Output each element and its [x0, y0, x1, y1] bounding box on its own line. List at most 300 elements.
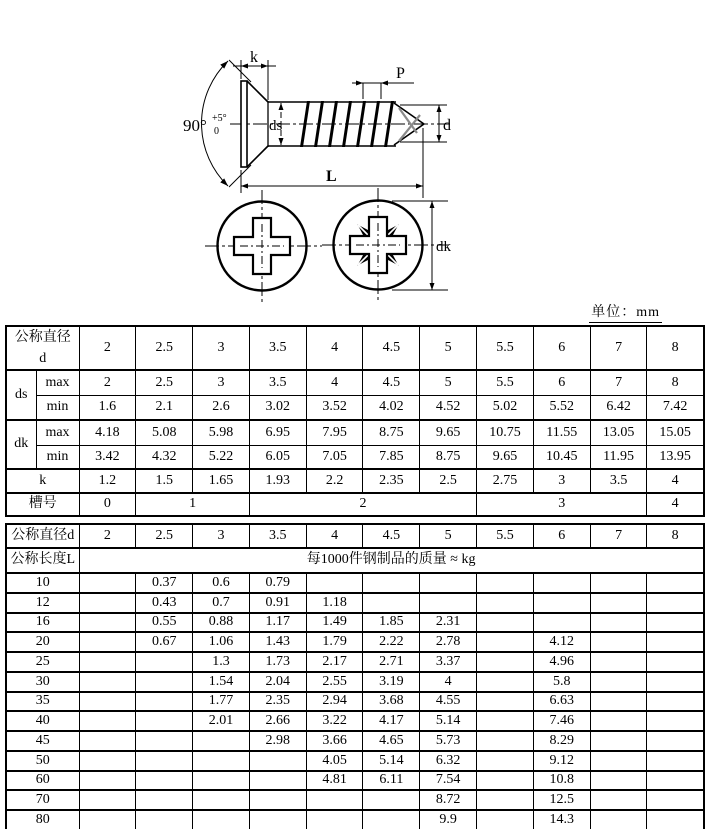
mass-value: 1.18: [306, 593, 363, 613]
mass-value: 6.32: [420, 751, 477, 771]
ds-max-value: 4: [306, 370, 363, 395]
mass-value: 9.12: [533, 751, 590, 771]
mass-value: [647, 593, 704, 613]
k-label: k: [250, 49, 258, 66]
mass-value: [79, 652, 136, 672]
angle-label: 90°: [183, 116, 207, 135]
ds-max-value: 3.5: [249, 370, 306, 395]
mass-value: [136, 771, 193, 791]
table-row: [6, 771, 704, 791]
diameter-column-header: 3.5: [249, 326, 306, 370]
mass-value: 5.14: [363, 751, 420, 771]
mass-value: [79, 731, 136, 751]
ds-min-value: 1.6: [79, 395, 136, 420]
diameter-column-header: 2: [79, 524, 136, 548]
mass-value: 3.66: [306, 731, 363, 751]
mass-value: 4.65: [363, 731, 420, 751]
table-row: [6, 326, 704, 370]
d-arrow-top: [437, 105, 442, 112]
table-row: [6, 672, 704, 692]
table-row: [6, 469, 704, 493]
length-value: 20: [6, 632, 79, 652]
unit-label: 单位：mm: [589, 301, 662, 323]
mass-value: 2.55: [306, 672, 363, 692]
table-row: [6, 790, 704, 810]
mass-value: 6.11: [363, 771, 420, 791]
mass-value: [590, 613, 647, 633]
mass-value: 1.79: [306, 632, 363, 652]
mass-value: [363, 573, 420, 593]
mass-value: 4.81: [306, 771, 363, 791]
mass-value: [79, 790, 136, 810]
length-value: 10: [6, 573, 79, 593]
mass-value: 5.14: [420, 711, 477, 731]
mass-value: 1.43: [249, 632, 306, 652]
mass-value: [590, 632, 647, 652]
dk-min-value: 10.45: [533, 445, 590, 469]
table-row: [6, 493, 704, 516]
ds-max-value: 7: [590, 370, 647, 395]
mass-value: [79, 632, 136, 652]
screw-drawing: [0, 0, 706, 325]
table-row: [6, 370, 704, 395]
mass-value: 4.17: [363, 711, 420, 731]
k-value: 1.93: [249, 469, 306, 493]
l-label: L: [326, 168, 337, 185]
mass-value: 2.66: [249, 711, 306, 731]
length-value: 35: [6, 692, 79, 712]
mass-value: [647, 810, 704, 829]
mass-value: [477, 711, 534, 731]
mass-value: 0.79: [249, 573, 306, 593]
ds-min-value: 7.42: [647, 395, 704, 420]
ds-min-value: 2.6: [193, 395, 250, 420]
mass-value: [647, 790, 704, 810]
mass-value: [647, 632, 704, 652]
mass-value: [647, 751, 704, 771]
k-value: 1.5: [136, 469, 193, 493]
diameter-column-header: 4.5: [363, 326, 420, 370]
head-cone-top: [247, 81, 268, 102]
k-value: 2.2: [306, 469, 363, 493]
mass-value: 10.8: [533, 771, 590, 791]
mass-value: [477, 731, 534, 751]
ds-arrow-top: [279, 103, 284, 110]
mass-value: [306, 790, 363, 810]
mass-value: [79, 751, 136, 771]
dk-max-value: 5.08: [136, 420, 193, 445]
diameter-column-header: 7: [590, 326, 647, 370]
dk-max-value: 15.05: [647, 420, 704, 445]
k-value: 4: [647, 469, 704, 493]
angle-tolerance-upper: +5°: [212, 113, 227, 124]
ds-min-value: 3.02: [249, 395, 306, 420]
ds-min-value: 4.02: [363, 395, 420, 420]
head-rim: [241, 81, 247, 167]
mass-value: 4: [420, 672, 477, 692]
mass-value: [647, 692, 704, 712]
mass-value: 0.91: [249, 593, 306, 613]
length-value: 80: [6, 810, 79, 829]
ds-max-value: 5: [420, 370, 477, 395]
mass-value: [193, 751, 250, 771]
ds-max-value: 2.5: [136, 370, 193, 395]
mass-value: [79, 711, 136, 731]
angle-tolerance-lower: 0: [214, 126, 219, 137]
mass-value: [193, 810, 250, 829]
ds-max-value: 3: [193, 370, 250, 395]
mass-value: [249, 751, 306, 771]
k-arrow-right: [261, 64, 268, 69]
k-value: 2.5: [420, 469, 477, 493]
k-row-label: k: [6, 469, 79, 493]
mass-value: 12.5: [533, 790, 590, 810]
mass-value: 4.12: [533, 632, 590, 652]
dk-max-value: 11.55: [533, 420, 590, 445]
diameter-column-header: 8: [647, 326, 704, 370]
mass-value: [249, 790, 306, 810]
p-arrow-right: [381, 81, 388, 86]
dk-min-value: 13.95: [647, 445, 704, 469]
dk-arrow-bottom: [430, 283, 435, 290]
dk-max-value: 6.95: [249, 420, 306, 445]
ds-min-value: 4.52: [420, 395, 477, 420]
slot-number-value: 2: [249, 493, 476, 516]
d-label: d: [443, 117, 451, 134]
dk-max-value: 5.98: [193, 420, 250, 445]
weight-table: [5, 523, 705, 829]
mass-value: [647, 573, 704, 593]
mass-value: [136, 652, 193, 672]
diameter-column-header: 5: [420, 524, 477, 548]
mass-value: [79, 593, 136, 613]
mass-value: 0.6: [193, 573, 250, 593]
mass-value: 5.8: [533, 672, 590, 692]
ds-min-value: 6.42: [590, 395, 647, 420]
dk-min-value: 6.05: [249, 445, 306, 469]
mass-value: [306, 573, 363, 593]
mass-value: 0.43: [136, 593, 193, 613]
mass-value: 0.88: [193, 613, 250, 633]
mass-value: [477, 810, 534, 829]
diameter-column-header: 2.5: [136, 326, 193, 370]
mass-value: [79, 613, 136, 633]
mass-note-cell: 每1000件钢制品的质量 ≈ kg: [79, 548, 704, 573]
ds-min-value: 2.1: [136, 395, 193, 420]
mass-value: [79, 810, 136, 829]
mass-value: 3.68: [363, 692, 420, 712]
table-row: [6, 810, 704, 829]
k-value: 3.5: [590, 469, 647, 493]
table-row: [6, 731, 704, 751]
angle-ray-upper: [229, 60, 251, 82]
head-cone-bottom: [247, 146, 268, 167]
diameter-header-cell: 公称直径 d: [6, 326, 79, 370]
mass-value: 2.98: [249, 731, 306, 751]
mass-value: 2.78: [420, 632, 477, 652]
mass-value: [477, 573, 534, 593]
mass-value: [477, 672, 534, 692]
mass-value: [590, 790, 647, 810]
mass-value: [136, 810, 193, 829]
table-row: [6, 652, 704, 672]
mass-value: [477, 652, 534, 672]
slot-number-value: 1: [136, 493, 250, 516]
p-dimension: [352, 83, 414, 99]
mass-value: [590, 672, 647, 692]
length-value: 30: [6, 672, 79, 692]
length-value: 70: [6, 790, 79, 810]
mass-value: 1.06: [193, 632, 250, 652]
mass-value: 8.29: [533, 731, 590, 751]
mass-value: [193, 790, 250, 810]
mass-value: [363, 790, 420, 810]
dk-min-value: 7.05: [306, 445, 363, 469]
mass-value: 3.19: [363, 672, 420, 692]
k-arrow-left: [241, 64, 248, 69]
mass-value: 2.94: [306, 692, 363, 712]
mass-value: 2.17: [306, 652, 363, 672]
dk-max-value: 4.18: [79, 420, 136, 445]
length-value: 12: [6, 593, 79, 613]
table-row: [6, 573, 704, 593]
dk-arrow-top: [430, 201, 435, 208]
diameter-column-header: 8: [647, 524, 704, 548]
mass-value: [136, 672, 193, 692]
mass-value: [477, 751, 534, 771]
mass-value: [420, 593, 477, 613]
k-value: 2.75: [477, 469, 534, 493]
mass-value: [136, 731, 193, 751]
diameter-column-header: 3: [193, 524, 250, 548]
mass-value: 2.31: [420, 613, 477, 633]
mass-value: 1.77: [193, 692, 250, 712]
mass-value: [647, 652, 704, 672]
diameter-column-header: 5.5: [477, 326, 534, 370]
mass-value: 0.37: [136, 573, 193, 593]
mass-value: [136, 751, 193, 771]
phillips-recess-centerlines: [240, 224, 284, 268]
mass-value: 0.7: [193, 593, 250, 613]
dk-min-value: 7.85: [363, 445, 420, 469]
diameter-column-header: 4: [306, 326, 363, 370]
mass-value: [590, 692, 647, 712]
mass-value: [590, 771, 647, 791]
table-row: [6, 395, 704, 420]
mass-value: 14.3: [533, 810, 590, 829]
p-arrow-left: [356, 81, 363, 86]
diameter-column-header: 5: [420, 326, 477, 370]
mass-value: [477, 613, 534, 633]
mass-value: 1.85: [363, 613, 420, 633]
ds-arrow-bottom: [279, 138, 284, 145]
mass-value: 1.17: [249, 613, 306, 633]
mass-value: [647, 613, 704, 633]
table-row: [6, 593, 704, 613]
length-row-label: 公称长度L: [6, 548, 79, 573]
mass-value: [647, 711, 704, 731]
k-value: 3: [533, 469, 590, 493]
dk-row-label: dk: [6, 420, 36, 469]
ds-row-label: ds: [6, 370, 36, 420]
length-value: 50: [6, 751, 79, 771]
mass-value: [647, 731, 704, 751]
slot-number-value: 4: [647, 493, 704, 516]
mass-value: [249, 810, 306, 829]
ds-min-value: 5.52: [533, 395, 590, 420]
diameter-column-header: 7: [590, 524, 647, 548]
mass-value: [79, 672, 136, 692]
diameter-column-header: 2.5: [136, 524, 193, 548]
dk-max-value: 8.75: [363, 420, 420, 445]
mass-value: [533, 613, 590, 633]
dk-label: dk: [436, 239, 451, 255]
mass-value: [249, 771, 306, 791]
ds-min-label: min: [36, 395, 79, 420]
mass-value: 6.63: [533, 692, 590, 712]
mass-value: [477, 692, 534, 712]
ds-max-value: 5.5: [477, 370, 534, 395]
ds-min-value: 5.02: [477, 395, 534, 420]
dk-min-value: 5.22: [193, 445, 250, 469]
mass-value: [590, 573, 647, 593]
p-label: P: [396, 65, 405, 82]
mass-value: 7.54: [420, 771, 477, 791]
mass-value: [477, 790, 534, 810]
mass-value: [420, 573, 477, 593]
table-row: [6, 632, 704, 652]
mass-value: [590, 751, 647, 771]
dimensions-table: [5, 325, 705, 517]
mass-value: 2.04: [249, 672, 306, 692]
ds-max-value: 8: [647, 370, 704, 395]
mass-value: [193, 771, 250, 791]
mass-value: [477, 771, 534, 791]
ds-max-value: 2: [79, 370, 136, 395]
mass-value: 3.37: [420, 652, 477, 672]
tip-thread-gray: [399, 115, 420, 141]
mass-value: [306, 810, 363, 829]
mass-value: [590, 652, 647, 672]
mass-value: [647, 771, 704, 791]
mass-value: 1.73: [249, 652, 306, 672]
diameter-column-header: 6: [533, 524, 590, 548]
mass-value: 2.01: [193, 711, 250, 731]
mass-value: [590, 810, 647, 829]
diameter-column-header: 4.5: [363, 524, 420, 548]
slot-number-value: 3: [477, 493, 647, 516]
k-dimension: [233, 60, 276, 100]
table-row: [6, 711, 704, 731]
length-value: 60: [6, 771, 79, 791]
mass-value: 2.22: [363, 632, 420, 652]
diameter-column-header: 4: [306, 524, 363, 548]
mass-value: [590, 731, 647, 751]
mass-value: 0.67: [136, 632, 193, 652]
dk-min-value: 11.95: [590, 445, 647, 469]
mass-value: [533, 573, 590, 593]
mass-value: 9.9: [420, 810, 477, 829]
table-row: [6, 548, 704, 573]
mass-value: 8.72: [420, 790, 477, 810]
d-arrow-bottom: [437, 135, 442, 142]
length-value: 16: [6, 613, 79, 633]
l-arrow-right: [416, 184, 423, 189]
slot-number-value: 0: [79, 493, 136, 516]
k-value: 2.35: [363, 469, 420, 493]
mass-value: [533, 593, 590, 613]
mass-value: [590, 711, 647, 731]
diameter-column-header: 3.5: [249, 524, 306, 548]
table-row: [6, 420, 704, 445]
table-row: [6, 524, 704, 548]
dk-max-value: 7.95: [306, 420, 363, 445]
mass-value: 3.22: [306, 711, 363, 731]
mass-value: [136, 692, 193, 712]
length-value: 45: [6, 731, 79, 751]
mass-value: [590, 593, 647, 613]
ds-label: ds: [269, 118, 283, 134]
ds-max-value: 4.5: [363, 370, 420, 395]
dk-max-value: 9.65: [420, 420, 477, 445]
mass-value: [79, 692, 136, 712]
mass-value: [136, 711, 193, 731]
mass-value: 0.55: [136, 613, 193, 633]
table-row: [6, 751, 704, 771]
dk-min-value: 8.75: [420, 445, 477, 469]
length-value: 25: [6, 652, 79, 672]
ds-min-value: 3.52: [306, 395, 363, 420]
mass-value: 2.35: [249, 692, 306, 712]
mass-value: 7.46: [533, 711, 590, 731]
mass-value: [136, 790, 193, 810]
dk-max-label: max: [36, 420, 79, 445]
dk-min-value: 3.42: [79, 445, 136, 469]
slot-row-label: 槽号: [6, 493, 79, 516]
length-value: 40: [6, 711, 79, 731]
diameter-row-label: 公称直径d: [6, 524, 79, 548]
mass-value: 2.71: [363, 652, 420, 672]
mass-value: 1.54: [193, 672, 250, 692]
diameter-column-header: 6: [533, 326, 590, 370]
mass-value: [363, 593, 420, 613]
table-row: [6, 692, 704, 712]
diameter-column-header: 3: [193, 326, 250, 370]
l-arrow-left: [241, 184, 248, 189]
dk-min-value: 9.65: [477, 445, 534, 469]
mass-value: 4.55: [420, 692, 477, 712]
mass-value: [477, 593, 534, 613]
ds-max-label: max: [36, 370, 79, 395]
mass-value: 4.05: [306, 751, 363, 771]
mass-value: 4.96: [533, 652, 590, 672]
k-value: 1.65: [193, 469, 250, 493]
k-value: 1.2: [79, 469, 136, 493]
table-row: [6, 613, 704, 633]
mass-value: [193, 731, 250, 751]
mass-value: [647, 672, 704, 692]
mass-value: 5.73: [420, 731, 477, 751]
mass-value: [79, 771, 136, 791]
dk-max-value: 13.05: [590, 420, 647, 445]
dk-min-value: 4.32: [136, 445, 193, 469]
mass-value: [363, 810, 420, 829]
ds-max-value: 6: [533, 370, 590, 395]
diameter-column-header: 2: [79, 326, 136, 370]
table-row: [6, 445, 704, 469]
mass-value: 1.3: [193, 652, 250, 672]
mass-value: [79, 573, 136, 593]
